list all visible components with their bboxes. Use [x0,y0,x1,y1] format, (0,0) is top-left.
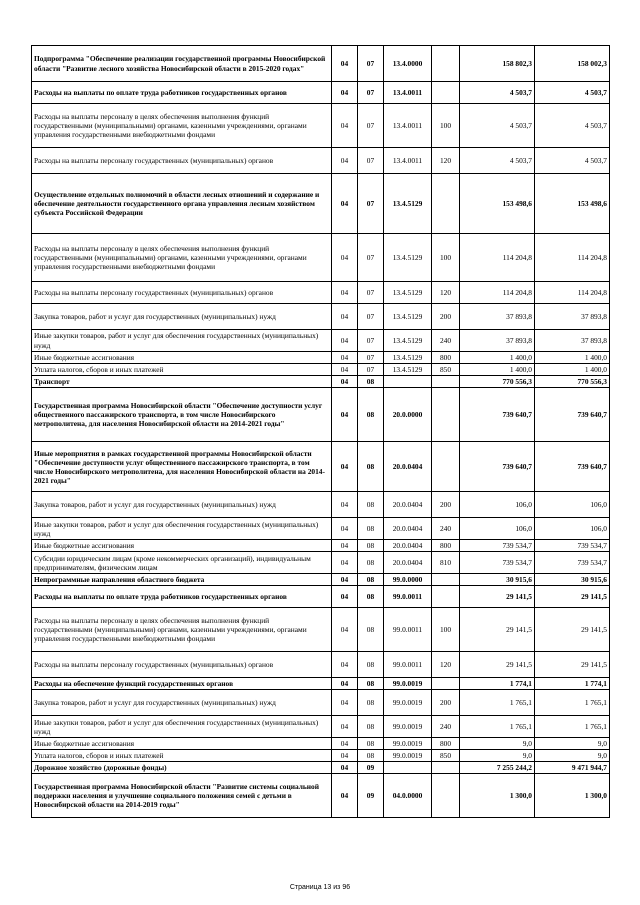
row-subsection-cell: 08 [358,738,384,750]
row-section-cell: 04 [332,716,358,738]
row-target-article-cell: 99.0.0019 [384,716,432,738]
table-row [32,552,610,574]
row-section-cell: 04 [332,678,358,690]
table-row [32,442,610,492]
row-subsection-cell: 07 [358,364,384,376]
row-amount-2-cell: 106,0 [535,492,610,518]
row-name-cell: Закупка товаров, работ и услуг для государственных (муниципальных) нужд [32,492,332,518]
row-target-article-cell: 13.4.0000 [384,46,432,82]
row-section-cell: 04 [332,174,358,234]
row-section-cell: 04 [332,442,358,492]
row-target-article-cell: 20.0.0404 [384,442,432,492]
row-amount-1-cell: 9,0 [460,738,535,750]
row-amount-1-cell: 114 204,8 [460,282,535,304]
row-expense-type-cell [432,82,460,104]
row-name-cell: Расходы на выплаты по оплате труда работников государственных органов [32,82,332,104]
row-expense-type-cell: 120 [432,652,460,678]
table-row [32,652,610,678]
row-amount-1-cell: 9,0 [460,750,535,762]
row-name-cell: Закупка товаров, работ и услуг для государственных (муниципальных) нужд [32,304,332,330]
table-row [32,330,610,352]
row-subsection-cell: 07 [358,148,384,174]
table-row [32,174,610,234]
row-amount-1-cell: 739 640,7 [460,442,535,492]
row-name-cell: Уплата налогов, сборов и иных платежей [32,364,332,376]
row-amount-2-cell: 9,0 [535,738,610,750]
row-name-cell: Расходы на выплаты персоналу государственных (муниципальных) органов [32,282,332,304]
table-row [32,678,610,690]
row-name-cell: Государственная программа Новосибирской области "Обеспечение доступности услуг общественного пассажирского транспорта, в том числе Новосибирского метрополитена, для населения Новосибирской области на 2014-2021 годы" [32,388,332,442]
row-amount-2-cell: 739 640,7 [535,442,610,492]
row-name-cell: Расходы на обеспечение функций государственных органов [32,678,332,690]
row-target-article-cell: 99.0.0011 [384,586,432,608]
row-expense-type-cell: 200 [432,690,460,716]
row-target-article-cell: 99.0.0019 [384,690,432,716]
budget-table [31,45,610,818]
row-name-cell: Субсидии юридическим лицам (кроме некоммерческих организаций), индивидуальным предпринимателям, физическим лицам [32,552,332,574]
row-subsection-cell: 07 [358,282,384,304]
row-section-cell: 04 [332,364,358,376]
row-amount-2-cell: 1 300,0 [535,774,610,818]
row-amount-1-cell: 1 765,1 [460,716,535,738]
row-name-cell: Дорожное хозяйство (дорожные фонды) [32,762,332,774]
table-row [32,282,610,304]
row-target-article-cell: 99.0.0000 [384,574,432,586]
row-name-cell: Непрограммные направления областного бюджета [32,574,332,586]
row-name-cell: Осуществление отдельных полномочий в области лесных отношений и содержание и обеспечение деятельности государственного органа управления лесным хозяйством субъекта Российской Федерации [32,174,332,234]
row-amount-1-cell: 739 534,7 [460,540,535,552]
row-name-cell: Государственная программа Новосибирской области "Развитие системы социальной поддержки населения и улучшение социального положения семей с детьми в Новосибирской области на 2014-2019 годы" [32,774,332,818]
row-amount-1-cell: 1 774,1 [460,678,535,690]
table-row [32,376,610,388]
row-amount-1-cell: 1 400,0 [460,352,535,364]
table-row [32,492,610,518]
row-expense-type-cell: 200 [432,492,460,518]
table-row [32,304,610,330]
row-target-article-cell: 13.4.5129 [384,364,432,376]
row-expense-type-cell [432,388,460,442]
row-target-article-cell: 99.0.0011 [384,608,432,652]
row-amount-1-cell: 30 915,6 [460,574,535,586]
row-amount-1-cell: 1 765,1 [460,690,535,716]
table-row [32,46,610,82]
row-amount-2-cell: 29 141,5 [535,608,610,652]
row-expense-type-cell: 800 [432,352,460,364]
row-amount-2-cell: 739 534,7 [535,540,610,552]
table-row [32,540,610,552]
row-section-cell: 04 [332,492,358,518]
row-target-article-cell: 13.4.0011 [384,148,432,174]
table-row [32,364,610,376]
row-expense-type-cell [432,774,460,818]
row-target-article-cell: 99.0.0019 [384,738,432,750]
row-section-cell: 04 [332,750,358,762]
row-amount-1-cell: 4 503,7 [460,104,535,148]
row-expense-type-cell: 810 [432,552,460,574]
row-expense-type-cell: 240 [432,518,460,540]
row-amount-1-cell: 4 503,7 [460,82,535,104]
row-amount-2-cell: 153 498,6 [535,174,610,234]
row-name-cell: Транспорт [32,376,332,388]
row-section-cell: 04 [332,148,358,174]
row-section-cell: 04 [332,234,358,282]
row-name-cell: Расходы на выплаты персоналу в целях обеспечения выполнения функций государственными (муниципальными) органами, казенными учреждениями, органами управления государственными внебюджетными фондами [32,104,332,148]
row-section-cell: 04 [332,46,358,82]
row-amount-1-cell: 7 255 244,2 [460,762,535,774]
row-name-cell: Иные закупки товаров, работ и услуг для обеспечения государственных (муниципальных) нужд [32,518,332,540]
table-row [32,234,610,282]
budget-table-body [32,46,610,818]
row-target-article-cell [384,762,432,774]
row-amount-1-cell: 739 640,7 [460,388,535,442]
row-section-cell: 04 [332,738,358,750]
row-section-cell: 04 [332,652,358,678]
row-subsection-cell: 08 [358,442,384,492]
table-row [32,608,610,652]
row-section-cell: 04 [332,282,358,304]
row-expense-type-cell [432,442,460,492]
row-amount-2-cell: 114 204,8 [535,234,610,282]
row-name-cell: Закупка товаров, работ и услуг для государственных (муниципальных) нужд [32,690,332,716]
row-name-cell: Уплата налогов, сборов и иных платежей [32,750,332,762]
table-row [32,518,610,540]
row-expense-type-cell [432,46,460,82]
row-amount-2-cell: 37 893,8 [535,304,610,330]
row-name-cell: Иные бюджетные ассигнования [32,738,332,750]
row-section-cell: 04 [332,774,358,818]
row-amount-2-cell: 1 765,1 [535,716,610,738]
row-section-cell: 04 [332,762,358,774]
row-section-cell: 04 [332,82,358,104]
row-amount-2-cell: 1 400,0 [535,352,610,364]
table-row [32,148,610,174]
row-subsection-cell: 08 [358,750,384,762]
row-amount-1-cell: 1 300,0 [460,774,535,818]
row-target-article-cell: 13.4.5129 [384,174,432,234]
row-target-article-cell: 99.0.0019 [384,678,432,690]
row-amount-2-cell: 4 503,7 [535,148,610,174]
row-expense-type-cell: 850 [432,364,460,376]
row-subsection-cell: 07 [358,46,384,82]
row-expense-type-cell [432,678,460,690]
row-expense-type-cell [432,574,460,586]
row-amount-2-cell: 158 002,3 [535,46,610,82]
row-name-cell: Подпрограмма "Обеспечение реализации государственной программы Новосибирской области "Развитие лесного хозяйства Новосибирской области в 2015-2020 годах" [32,46,332,82]
row-section-cell: 04 [332,518,358,540]
row-expense-type-cell: 240 [432,330,460,352]
row-amount-2-cell: 106,0 [535,518,610,540]
row-name-cell: Иные закупки товаров, работ и услуг для обеспечения государственных (муниципальных) нужд [32,716,332,738]
row-subsection-cell: 07 [358,304,384,330]
page-footer: Страница 13 из 96 [289,884,351,891]
row-subsection-cell: 07 [358,174,384,234]
row-amount-2-cell: 4 503,7 [535,104,610,148]
row-expense-type-cell [432,174,460,234]
row-target-article-cell: 20.0.0404 [384,518,432,540]
row-subsection-cell: 07 [358,330,384,352]
row-expense-type-cell: 800 [432,540,460,552]
table-row [32,774,610,818]
row-target-article-cell: 20.0.0000 [384,388,432,442]
row-section-cell: 04 [332,104,358,148]
row-expense-type-cell: 100 [432,104,460,148]
row-section-cell: 04 [332,330,358,352]
row-name-cell: Иные бюджетные ассигнования [32,540,332,552]
row-amount-1-cell: 29 141,5 [460,652,535,678]
row-target-article-cell: 99.0.0011 [384,652,432,678]
row-amount-2-cell: 9,0 [535,750,610,762]
table-row [32,388,610,442]
row-amount-2-cell: 4 503,7 [535,82,610,104]
table-row [32,574,610,586]
row-subsection-cell: 08 [358,492,384,518]
row-target-article-cell: 99.0.0019 [384,750,432,762]
row-section-cell: 04 [332,608,358,652]
table-row [32,690,610,716]
row-amount-1-cell: 153 498,6 [460,174,535,234]
table-row [32,352,610,364]
table-row [32,750,610,762]
row-expense-type-cell: 120 [432,282,460,304]
row-amount-1-cell: 770 556,3 [460,376,535,388]
row-subsection-cell: 07 [358,104,384,148]
table-row [32,82,610,104]
row-name-cell: Иные закупки товаров, работ и услуг для обеспечения государственных (муниципальных) нужд [32,330,332,352]
row-expense-type-cell: 200 [432,304,460,330]
row-amount-1-cell: 37 893,8 [460,330,535,352]
row-subsection-cell: 08 [358,540,384,552]
row-expense-type-cell: 100 [432,234,460,282]
row-subsection-cell: 08 [358,388,384,442]
row-section-cell: 04 [332,586,358,608]
row-amount-1-cell: 37 893,8 [460,304,535,330]
row-section-cell: 04 [332,690,358,716]
row-amount-2-cell: 739 534,7 [535,552,610,574]
row-amount-2-cell: 29 141,5 [535,652,610,678]
row-section-cell: 04 [332,540,358,552]
row-target-article-cell: 13.4.0011 [384,82,432,104]
row-amount-2-cell: 9 471 944,7 [535,762,610,774]
row-amount-1-cell: 1 400,0 [460,364,535,376]
row-amount-1-cell: 4 503,7 [460,148,535,174]
row-amount-1-cell: 739 534,7 [460,552,535,574]
row-target-article-cell [384,376,432,388]
row-subsection-cell: 07 [358,352,384,364]
row-subsection-cell: 08 [358,574,384,586]
row-amount-2-cell: 30 915,6 [535,574,610,586]
row-section-cell: 04 [332,376,358,388]
row-subsection-cell: 08 [358,652,384,678]
row-subsection-cell: 08 [358,678,384,690]
table-row [32,104,610,148]
row-expense-type-cell [432,586,460,608]
table-row [32,716,610,738]
row-expense-type-cell [432,376,460,388]
row-section-cell: 04 [332,388,358,442]
row-subsection-cell: 08 [358,376,384,388]
row-expense-type-cell [432,762,460,774]
row-amount-1-cell: 29 141,5 [460,608,535,652]
row-name-cell: Иные бюджетные ассигнования [32,352,332,364]
row-amount-2-cell: 739 640,7 [535,388,610,442]
row-name-cell: Расходы на выплаты персоналу государственных (муниципальных) органов [32,148,332,174]
row-target-article-cell: 13.4.5129 [384,352,432,364]
row-target-article-cell: 20.0.0404 [384,540,432,552]
row-section-cell: 04 [332,574,358,586]
row-amount-2-cell: 770 556,3 [535,376,610,388]
row-name-cell: Расходы на выплаты персоналу государственных (муниципальных) органов [32,652,332,678]
row-amount-2-cell: 1 774,1 [535,678,610,690]
row-amount-2-cell: 1 765,1 [535,690,610,716]
row-target-article-cell: 20.0.0404 [384,552,432,574]
row-section-cell: 04 [332,304,358,330]
row-subsection-cell: 07 [358,234,384,282]
row-subsection-cell: 08 [358,518,384,540]
row-name-cell: Расходы на выплаты по оплате труда работников государственных органов [32,586,332,608]
row-expense-type-cell: 120 [432,148,460,174]
table-row [32,738,610,750]
row-section-cell: 04 [332,352,358,364]
row-target-article-cell: 13.4.0011 [384,104,432,148]
row-amount-2-cell: 1 400,0 [535,364,610,376]
row-name-cell: Иные мероприятия в рамках государственной программы Новосибирской области "Обеспечение доступности услуг общественного пассажирского транспорта, в том числе Новосибирского метрополитена, для населения Новосибирской области на 2014-2021 годы" [32,442,332,492]
row-amount-1-cell: 114 204,8 [460,234,535,282]
row-amount-2-cell: 114 204,8 [535,282,610,304]
row-subsection-cell: 07 [358,82,384,104]
row-target-article-cell: 04.0.0000 [384,774,432,818]
row-amount-2-cell: 37 893,8 [535,330,610,352]
row-expense-type-cell: 850 [432,750,460,762]
row-amount-1-cell: 106,0 [460,492,535,518]
row-subsection-cell: 09 [358,762,384,774]
row-target-article-cell: 13.4.5129 [384,330,432,352]
row-amount-1-cell: 106,0 [460,518,535,540]
row-target-article-cell: 13.4.5129 [384,234,432,282]
row-expense-type-cell: 800 [432,738,460,750]
row-subsection-cell: 09 [358,774,384,818]
row-expense-type-cell: 240 [432,716,460,738]
row-name-cell: Расходы на выплаты персоналу в целях обеспечения выполнения функций государственными (муниципальными) органами, казенными учреждениями, органами управления государственными внебюджетными фондами [32,234,332,282]
row-amount-1-cell: 29 141,5 [460,586,535,608]
row-subsection-cell: 08 [358,608,384,652]
table-row [32,586,610,608]
row-name-cell: Расходы на выплаты персоналу в целях обеспечения выполнения функций государственными (муниципальными) органами, казенными учреждениями, органами управления государственными внебюджетными фондами [32,608,332,652]
row-subsection-cell: 08 [358,690,384,716]
row-expense-type-cell: 100 [432,608,460,652]
row-subsection-cell: 08 [358,552,384,574]
row-amount-2-cell: 29 141,5 [535,586,610,608]
row-target-article-cell: 13.4.5129 [384,282,432,304]
row-subsection-cell: 08 [358,586,384,608]
table-row [32,762,610,774]
row-subsection-cell: 08 [358,716,384,738]
row-target-article-cell: 13.4.5129 [384,304,432,330]
row-amount-1-cell: 158 802,3 [460,46,535,82]
row-section-cell: 04 [332,552,358,574]
row-target-article-cell: 20.0.0404 [384,492,432,518]
